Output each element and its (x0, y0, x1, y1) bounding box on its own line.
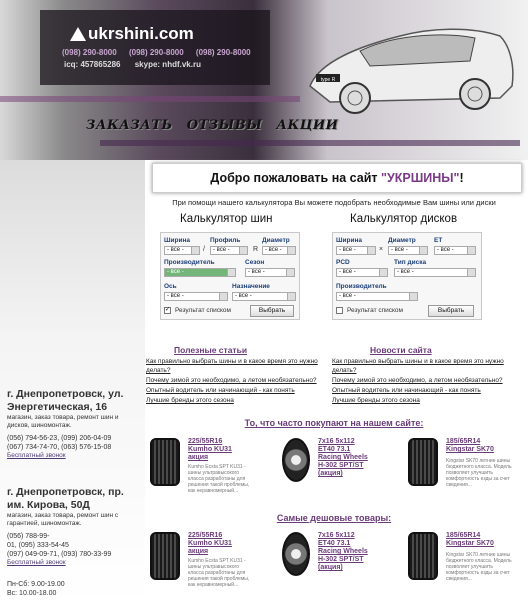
news-link[interactable]: делать? (332, 367, 357, 374)
welcome-site: "УКРШИНЫ" (381, 171, 460, 185)
car-badge: type R (320, 77, 336, 83)
tire-diameter-label: Диаметр (262, 237, 290, 244)
popular-products-title: То, что часто покупают на нашем сайте: (244, 418, 424, 428)
product-title[interactable]: 225/55R16 Kumho KU31 акция (188, 532, 232, 555)
tire-axle-select[interactable]: - все - (164, 292, 228, 301)
hours-weekdays: Пн-Сб: 9.00-19.00 (7, 581, 65, 588)
address-city: г. Днепропетровск, ул. Энергетическая, 16 (7, 388, 124, 413)
news-link[interactable]: Лучшие бренды этого сезона (332, 397, 420, 404)
wheel-product-image[interactable] (282, 438, 310, 482)
disk-pcd-label: PCD (336, 259, 350, 266)
tire-purpose-select[interactable]: - все - (232, 292, 296, 301)
news-link[interactable]: Как правильно выбрать шины и в какое время это нужно (332, 358, 504, 365)
logo-triangle-icon (70, 27, 86, 41)
disk-maker-label: Производитель (336, 283, 387, 290)
tire-profile-label: Профиль (210, 237, 241, 244)
intro-text: При помощи нашего калькулятора Вы можете подобрать необходимые Вам шины или диски (172, 198, 496, 207)
product-desc: Kumho Ecsta SPT KU31 - шины ультравысокого класса разработаны для решения такой проблемы, как неравномерный... (188, 464, 250, 494)
slash-symbol: / (203, 246, 205, 253)
address-desc: магазин, заказ товара, ремонт шин с гарантией, шиномонтаж. (7, 512, 119, 527)
product-title[interactable]: 7x16 5x112 ET40 73.1 Racing Wheels H-302 SPT/ST (акция) (318, 532, 368, 571)
tire-diameter-select[interactable]: - все - (262, 246, 296, 255)
header-phone: (098) 290-8000 (62, 48, 117, 57)
disk-et-select[interactable]: - все - (434, 246, 476, 255)
tire-product-image[interactable] (408, 532, 438, 580)
header-phones (62, 48, 261, 57)
top-menu-reviews[interactable]: ОТЗЫВЫ (186, 118, 263, 133)
disk-diameter-label: Диаметр (388, 237, 416, 244)
tire-product-image[interactable] (408, 438, 438, 486)
product-desc: Kingstar SK70 летние шины бюджетного класса. Модель позволяет улучшить комфортность езды за счет сведения... (446, 458, 512, 488)
hours-sunday: Вс: 10.00-18.00 (7, 590, 57, 597)
tire-season-select[interactable]: - все - (245, 268, 295, 277)
address-phone: (097) 049-09-71, (093) 780-33-99 (7, 551, 112, 558)
address-desc: магазин, заказ товара, ремонт шин и дисков, шиномонтаж. (7, 414, 119, 429)
free-call-link[interactable]: Бесплатный звонок (7, 452, 66, 459)
welcome-prefix: Добро пожаловать на сайт (210, 171, 378, 185)
tire-maker-label: Производитель (164, 259, 215, 266)
tire-profile-select[interactable]: - все - (210, 246, 248, 255)
product-title[interactable]: 185/65R14 Kingstar SK70 (446, 532, 494, 547)
useful-link[interactable]: делать? (146, 367, 171, 374)
address-city: г. Днепропетровск, пр. им. Кирова, 50Д (7, 486, 124, 511)
address-block (7, 388, 141, 459)
product-title[interactable]: 7x16 5x112 ET40 73.1 Racing Wheels H-302 SPT/ST (акция) (318, 438, 368, 477)
top-menu-order[interactable]: ЗАКАЗАТЬ (86, 118, 173, 133)
times-symbol: × (379, 246, 384, 253)
useful-link[interactable]: Как правильно выбрать шины и в какое время это нужно (146, 358, 318, 365)
tire-axle-label: Ось (164, 283, 177, 290)
header-streak (100, 140, 520, 146)
top-menu-promotions[interactable]: АКЦИИ (276, 118, 339, 133)
disk-type-select[interactable]: - все - (394, 268, 476, 277)
header-banner (0, 0, 528, 160)
welcome-suffix: ! (459, 171, 464, 185)
disk-diameter-select[interactable]: - все - (388, 246, 428, 255)
tire-season-label: Сезон (245, 259, 265, 266)
tire-product-image[interactable] (150, 532, 180, 580)
header-contacts (64, 60, 213, 69)
car-sketch-image (300, 6, 522, 126)
disk-submit-button[interactable]: Выбрать (428, 305, 474, 317)
product-desc: Kingstar SK70 летние шины бюджетного класса. Модель позволяет улучшить комфортность езды за счет сведения... (446, 552, 512, 582)
header-streak (0, 96, 300, 102)
tire-width-select[interactable]: - все - (164, 246, 200, 255)
tire-result-list-checkbox[interactable]: ✓ (165, 307, 171, 313)
tire-product-image[interactable] (150, 438, 180, 486)
logo-text: ukrshini.com (88, 24, 194, 43)
useful-link[interactable]: Опытный водитель или начинающий - как понять (146, 387, 295, 394)
welcome-banner (152, 163, 522, 193)
address-block (7, 486, 141, 566)
disk-calc-title: Калькулятор дисков (350, 213, 458, 225)
disk-maker-select[interactable]: - все - (336, 292, 418, 301)
address-phone: (067) 734-74-70, (063) 576-15-08 (7, 444, 112, 451)
product-desc: Kumho Ecsta SPT KU31 - шины ультравысокого класса разработаны для решения такой проблемы, как неравномерный... (188, 558, 250, 588)
disk-width-label: Ширина (336, 237, 363, 244)
site-news-title[interactable]: Новости сайта (370, 345, 432, 355)
news-link[interactable]: Опытный водитель или начинающий - как понять (332, 387, 481, 394)
disk-pcd-select[interactable]: - все - (336, 268, 388, 277)
disk-et-label: ET (434, 237, 443, 244)
header-phone: (098) 290-8000 (128, 48, 184, 57)
tire-submit-button[interactable]: Выбрать (250, 305, 294, 317)
address-phone: 01, (095) 333-54-45 (7, 542, 69, 549)
icq-number: icq: 457865286 (64, 60, 121, 69)
useful-articles-title[interactable]: Полезные статьи (174, 345, 248, 355)
skype-name: skype: nhdf.vk.ru (134, 60, 201, 69)
news-link[interactable]: Почему зимой это необходимо, а летом необязательно? (332, 377, 503, 384)
working-hours (7, 580, 65, 598)
site-logo[interactable] (70, 24, 194, 44)
disk-result-list-label: Результат списком (347, 307, 404, 314)
useful-link[interactable]: Почему зимой это необходимо, а летом необязательно? (146, 377, 317, 384)
cheapest-products-title: Самые дешовые товары: (276, 513, 392, 523)
header-phone: (098) 290-8000 (195, 48, 251, 57)
product-title[interactable]: 185/65R14 Kingstar SK70 (446, 438, 494, 453)
radius-symbol: R (253, 246, 259, 253)
free-call-link[interactable]: Бесплатный звонок (7, 559, 66, 566)
top-menu (86, 118, 338, 133)
tire-calc-title: Калькулятор шин (180, 213, 273, 225)
disk-type-label: Тип диска (394, 259, 427, 266)
disk-width-select[interactable]: - все - (336, 246, 376, 255)
tire-width-label: Ширина (164, 237, 191, 244)
tire-purpose-label: Назначение (232, 283, 270, 290)
product-title[interactable]: 225/55R16 Kumho KU31 акция (188, 438, 232, 461)
useful-link[interactable]: Лучшие бренды этого сезона (146, 397, 234, 404)
address-phone: (056) 794-56-23, (099) 206-04-09 (7, 435, 112, 442)
disk-result-list-checkbox[interactable] (336, 307, 343, 314)
tire-maker-select[interactable]: - все - (164, 268, 236, 277)
wheel-product-image[interactable] (282, 532, 310, 576)
tire-result-list-label: Результат списком (175, 307, 232, 314)
address-phone: (056) 788-99- (7, 533, 50, 540)
